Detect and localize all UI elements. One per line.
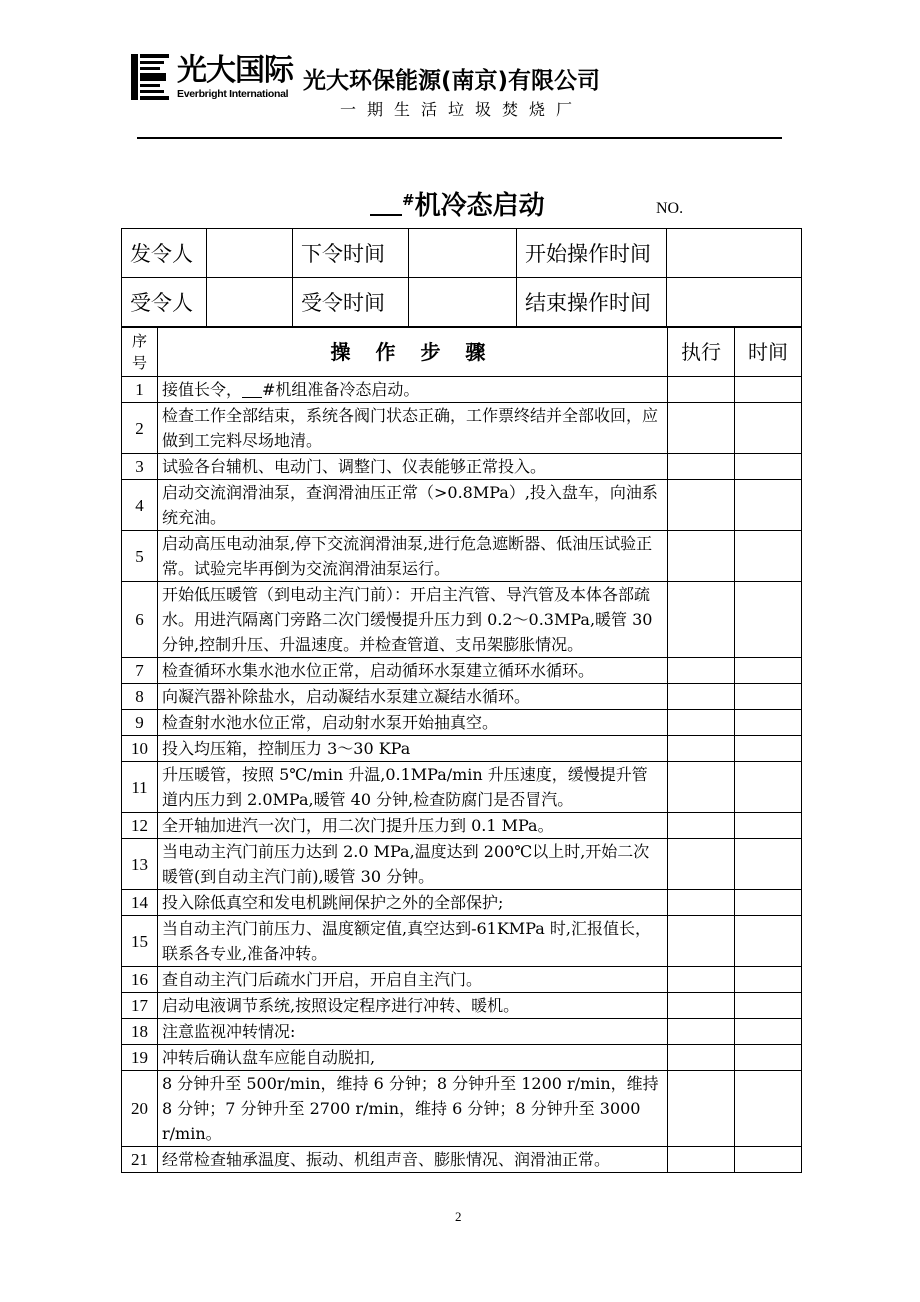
step-time-cell[interactable] xyxy=(735,658,802,684)
step-number: 4 xyxy=(122,480,158,531)
step-number: 7 xyxy=(122,658,158,684)
unit-number-blank xyxy=(370,188,402,216)
step-number: 19 xyxy=(122,1045,158,1071)
step-text: 经常检查轴承温度、振动、机组声音、膨胀情况、润滑油正常。 xyxy=(158,1147,668,1173)
step-row xyxy=(122,967,802,993)
issuer-row xyxy=(122,229,802,278)
step-exec-cell[interactable] xyxy=(668,684,735,710)
step-number: 21 xyxy=(122,1147,158,1173)
step-exec-cell[interactable] xyxy=(668,839,735,890)
title-text: 机冷态启动 xyxy=(414,191,545,221)
company-logo xyxy=(131,53,293,104)
step-row xyxy=(122,890,802,916)
everbright-logo-icon xyxy=(131,54,169,100)
step-time-cell[interactable] xyxy=(735,403,802,454)
step-text: 当电动主汽门前压力达到 2.0 MPa,温度达到 200℃以上时,开始二次暖管(到自动主汽门前),暖管 30 分钟。 xyxy=(158,839,668,890)
step-number: 14 xyxy=(122,890,158,916)
issue-time-value[interactable] xyxy=(409,229,517,278)
step-number: 1 xyxy=(122,377,158,403)
step-exec-cell[interactable] xyxy=(668,1071,735,1147)
step-exec-cell[interactable] xyxy=(668,582,735,658)
step-row xyxy=(122,454,802,480)
step-row xyxy=(122,813,802,839)
receiver-label: 受令人 xyxy=(122,278,207,327)
step-exec-cell[interactable] xyxy=(668,967,735,993)
step-row xyxy=(122,839,802,890)
step-exec-cell[interactable] xyxy=(668,1147,735,1173)
step-exec-cell[interactable] xyxy=(668,813,735,839)
page-number: 2 xyxy=(455,1209,462,1224)
step-exec-cell[interactable] xyxy=(668,916,735,967)
step-time-cell[interactable] xyxy=(735,916,802,967)
step-time-cell[interactable] xyxy=(735,890,802,916)
step-text: 启动高压电动油泵,停下交流润滑油泵,进行危急遮断器、低油压试验正常。试验完毕再倒为交流润滑油泵运行。 xyxy=(158,531,668,582)
issuer-label: 发令人 xyxy=(122,229,207,278)
step-time-cell[interactable] xyxy=(735,480,802,531)
step-exec-cell[interactable] xyxy=(668,480,735,531)
step-time-cell[interactable] xyxy=(735,1019,802,1045)
step-time-cell[interactable] xyxy=(735,1071,802,1147)
seq-header-text: 序 号 xyxy=(131,332,147,372)
step-text xyxy=(158,377,668,403)
unit-symbol: # xyxy=(402,191,415,209)
step-text: 升压暖管，按照 5℃/min 升温,0.1MPa/min 升压速度，缓慢提升管道内压力到 2.0MPa,暖管 40 分钟,检查防腐门是否冒汽。 xyxy=(158,762,668,813)
header-divider xyxy=(137,137,782,139)
step-time-cell[interactable] xyxy=(735,582,802,658)
logo-chinese-name: 光大国际 xyxy=(177,53,293,88)
step-row xyxy=(122,762,802,813)
step-number: 16 xyxy=(122,967,158,993)
operation-steps-table xyxy=(121,327,802,1173)
number-label: NO. xyxy=(656,200,684,217)
step-text: 启动交流润滑油泵，查润滑油压正常（>0.8MPa）,投入盘车，向油系统充油。 xyxy=(158,480,668,531)
start-time-label: 开始操作时间 xyxy=(517,229,667,278)
receive-time-label: 受令时间 xyxy=(293,278,409,327)
step-row xyxy=(122,582,802,658)
receive-time-value[interactable] xyxy=(409,278,517,327)
step-row xyxy=(122,736,802,762)
step-exec-cell[interactable] xyxy=(668,531,735,582)
company-name: 光大环保能源(南京)有限公司 xyxy=(303,68,601,94)
step-text: 当自动主汽门前压力、温度额定值,真空达到-61KMPa 时,汇报值长，联系各专业,准备冲转。 xyxy=(158,916,668,967)
step-text: 试验各台辅机、电动门、调整门、仪表能够正常投入。 xyxy=(158,454,668,480)
step-exec-cell[interactable] xyxy=(668,1045,735,1071)
issuer-value[interactable] xyxy=(207,229,293,278)
step-row xyxy=(122,710,802,736)
step-row xyxy=(122,1045,802,1071)
step-row xyxy=(122,1071,802,1147)
step-time-cell[interactable] xyxy=(735,531,802,582)
step-row xyxy=(122,1147,802,1173)
step-text: 冲转后确认盘车应能自动脱扣, xyxy=(158,1045,668,1071)
document-title xyxy=(370,182,545,224)
step-time-cell[interactable] xyxy=(735,993,802,1019)
step-time-cell[interactable] xyxy=(735,736,802,762)
step-row xyxy=(122,684,802,710)
step-time-cell[interactable] xyxy=(735,1045,802,1071)
step-time-cell[interactable] xyxy=(735,710,802,736)
step-number: 5 xyxy=(122,531,158,582)
step-number: 10 xyxy=(122,736,158,762)
step-number: 6 xyxy=(122,582,158,658)
step-exec-cell[interactable] xyxy=(668,1019,735,1045)
step-text: 检查循环水集水池水位正常，启动循环水泵建立循环水循环。 xyxy=(158,658,668,684)
step-number: 2 xyxy=(122,403,158,454)
step-row xyxy=(122,658,802,684)
step-exec-cell[interactable] xyxy=(668,454,735,480)
step-number: 17 xyxy=(122,993,158,1019)
step-exec-cell[interactable] xyxy=(668,736,735,762)
step-text: 8 分钟升至 500r/min，维持 6 分钟；8 分钟升至 1200 r/min，维持 8 分钟；7 分钟升至 2700 r/min，维持 6 分钟；8 分钟升至 3000 r/min。 xyxy=(158,1071,668,1147)
issue-time-label: 下令时间 xyxy=(293,229,409,278)
step-row xyxy=(122,403,802,454)
step-exec-cell[interactable] xyxy=(668,993,735,1019)
step-exec-cell[interactable] xyxy=(668,762,735,813)
seq-header xyxy=(122,328,158,377)
step-text-pre: 接值长令， xyxy=(162,380,243,399)
step-text: 检查射水池水位正常，启动射水泵开始抽真空。 xyxy=(158,710,668,736)
step-time-cell[interactable] xyxy=(735,813,802,839)
step-row xyxy=(122,480,802,531)
step-time-cell[interactable] xyxy=(735,839,802,890)
unit-number-blank xyxy=(242,379,262,398)
step-row xyxy=(122,993,802,1019)
step-number: 8 xyxy=(122,684,158,710)
step-text: 查自动主汽门后疏水门开启，开启自主汽门。 xyxy=(158,967,668,993)
step-exec-cell[interactable] xyxy=(668,890,735,916)
end-time-label: 结束操作时间 xyxy=(517,278,667,327)
step-text: 向凝汽器补除盐水，启动凝结水泵建立凝结水循环。 xyxy=(158,684,668,710)
step-row xyxy=(122,531,802,582)
step-text: 启动电液调节系统,按照设定程序进行冲转、暖机。 xyxy=(158,993,668,1019)
step-exec-cell[interactable] xyxy=(668,658,735,684)
step-exec-cell[interactable] xyxy=(668,403,735,454)
step-text: 检查工作全部结束，系统各阀门状态正确，工作票终结并全部收回，应做到工完料尽场地清。 xyxy=(158,403,668,454)
step-row xyxy=(122,916,802,967)
step-number: 9 xyxy=(122,710,158,736)
step-exec-cell[interactable] xyxy=(668,710,735,736)
step-text: 注意监视冲转情况: xyxy=(158,1019,668,1045)
step-text: 全开轴加进汽一次门，用二次门提升压力到 0.1 MPa。 xyxy=(158,813,668,839)
logo-english-name: Everbright International xyxy=(177,88,289,100)
order-info-table xyxy=(121,228,802,327)
step-text: 开始低压暖管（到电动主汽门前）：开启主汽管、导汽管及本体各部疏水。用进汽隔离门旁路二次门缓慢提升压力到 0.2～0.3MPa,暖管 30 分钟,控制升压、升温速度。并检查管道、支吊架膨胀情况。 xyxy=(158,582,668,658)
step-time-cell[interactable] xyxy=(735,1147,802,1173)
step-number: 3 xyxy=(122,454,158,480)
start-time-value[interactable] xyxy=(667,229,802,278)
step-row xyxy=(122,377,802,403)
step-text: 投入除低真空和发电机跳闸保护之外的全部保护; xyxy=(158,890,668,916)
step-number: 18 xyxy=(122,1019,158,1045)
step-time-cell[interactable] xyxy=(735,967,802,993)
step-text: 投入均压箱，控制压力 3～30 KPa xyxy=(158,736,668,762)
steps-body xyxy=(122,377,802,1173)
receiver-row xyxy=(122,278,802,327)
end-time-value[interactable] xyxy=(667,278,802,327)
step-number: 15 xyxy=(122,916,158,967)
step-exec-cell[interactable] xyxy=(668,377,735,403)
plant-name: 一期生活垃圾焚烧厂 xyxy=(340,100,584,119)
time-header: 时间 xyxy=(735,328,802,377)
step-number: 13 xyxy=(122,839,158,890)
receiver-value[interactable] xyxy=(207,278,293,327)
steps-header: 操 作 步 骤 xyxy=(158,328,668,377)
step-time-cell[interactable] xyxy=(735,684,802,710)
step-number: 11 xyxy=(122,762,158,813)
step-row xyxy=(122,1019,802,1045)
step-number: 12 xyxy=(122,813,158,839)
step-text-post: #机组准备冷态启动。 xyxy=(262,380,420,399)
exec-header: 执行 xyxy=(668,328,735,377)
step-time-cell[interactable] xyxy=(735,377,802,403)
steps-header-row xyxy=(122,328,802,377)
step-number: 20 xyxy=(122,1071,158,1147)
step-time-cell[interactable] xyxy=(735,762,802,813)
step-time-cell[interactable] xyxy=(735,454,802,480)
